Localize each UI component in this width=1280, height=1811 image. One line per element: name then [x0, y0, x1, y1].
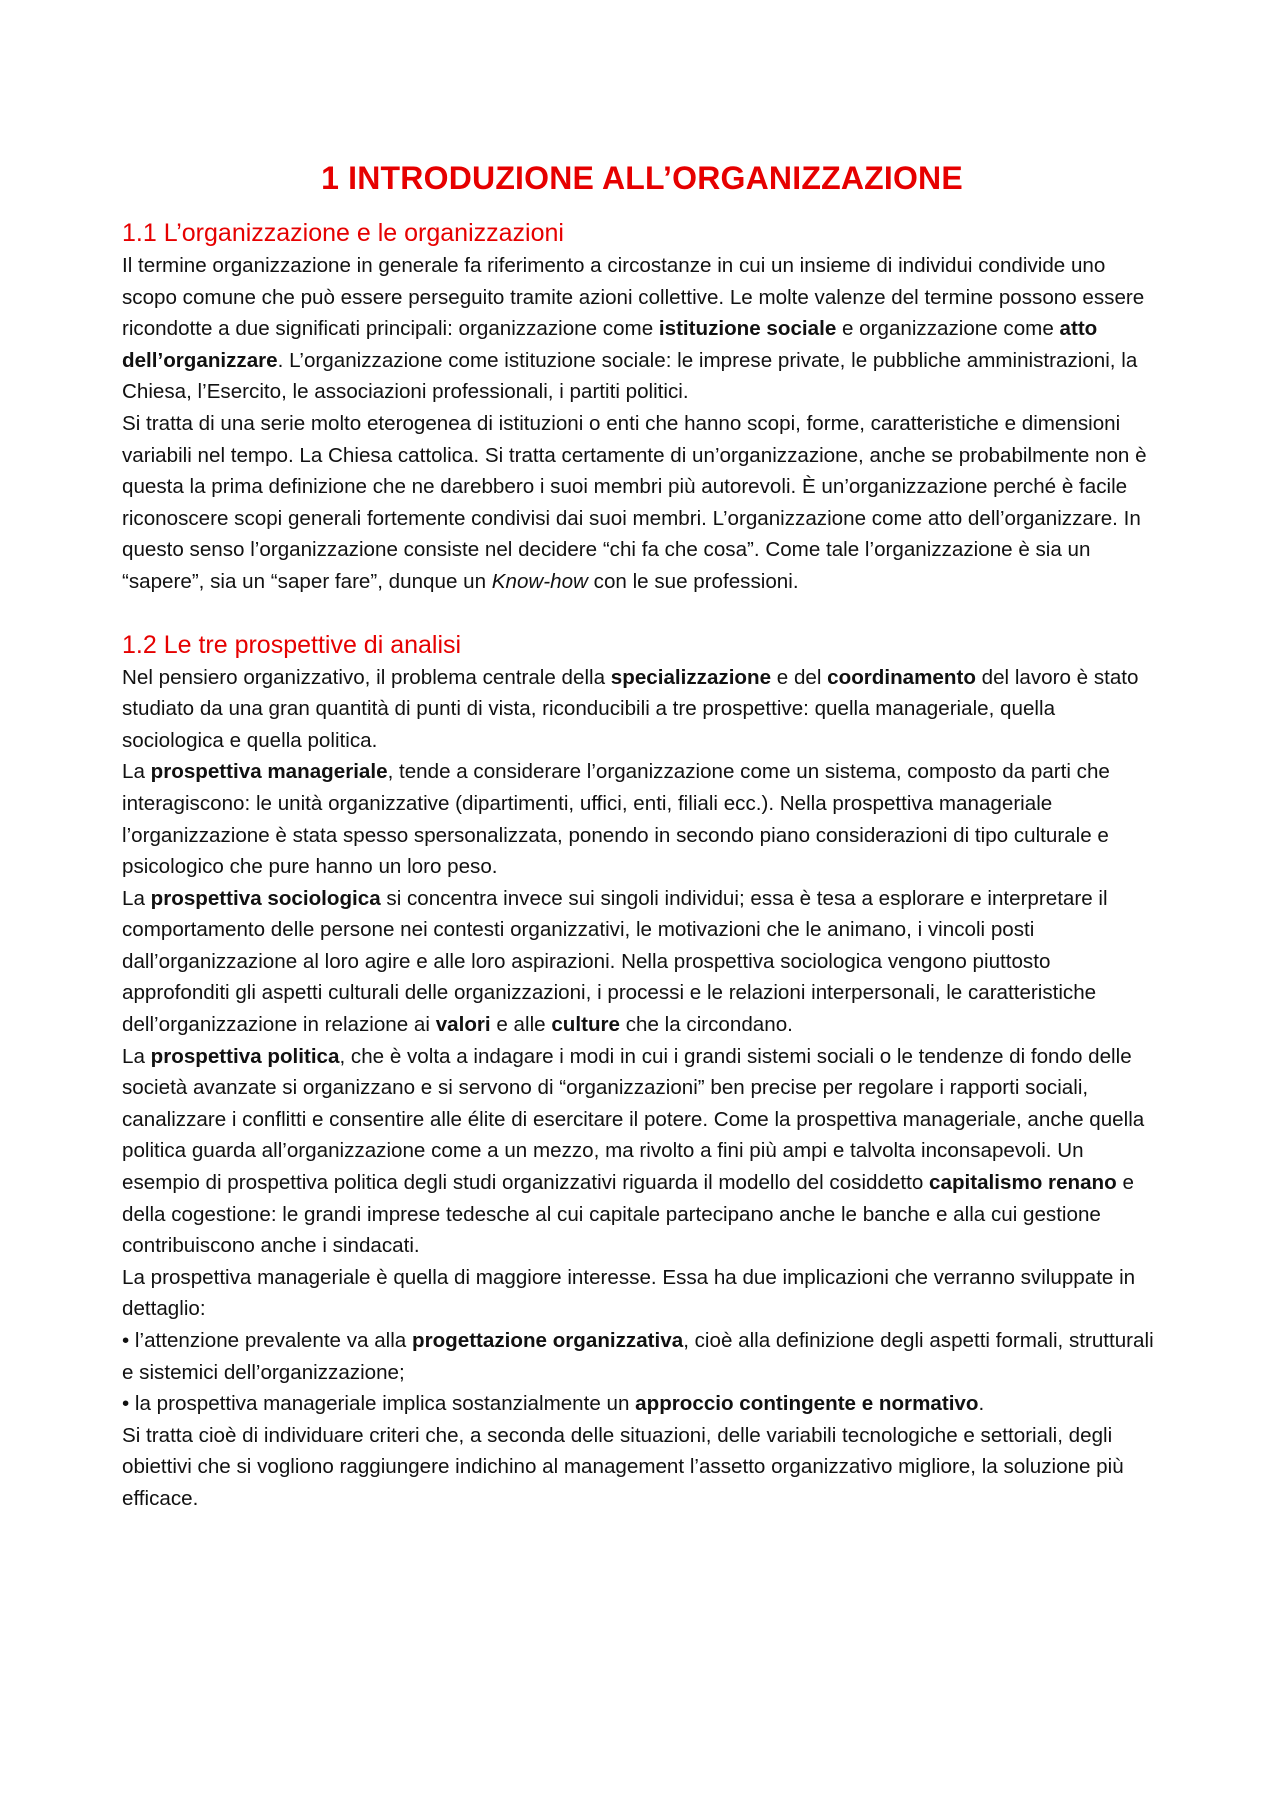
bold-term: istituzione sociale [658, 317, 837, 341]
text-run: Si tratta di una serie molto eterogenea di istituzioni o enti che hanno scopi, forme, caratteristiche e dimensioni variabili nel tempo. La Chiesa cattolica. Si tratta certamente di un’organizzazione, anche se probabilmente non è questa la prima definizione che ne darebbero i suoi membri più autorevoli. È un’organizzazione perché è facile riconoscere scopi generali fortemente condivisi dai suoi membri. L’organizzazione come atto dell’organizzare. In questo senso l’organizzazione consiste nel decidere “chi fa che cosa”. Come tale l’organizzazione è sia un “sapere”, sia un “saper fare”, dunque un [122, 411, 1147, 593]
text-run: • l’attenzione prevalente va alla [122, 1329, 412, 1352]
bold-term: atto dell’organizzare [122, 317, 1098, 372]
section-heading-1-1: 1.1 L’organizzazione e le organizzazioni [122, 219, 564, 247]
text-run: La [122, 760, 151, 784]
bullet-item [122, 1325, 1162, 1388]
paragraph [122, 1420, 1162, 1515]
bold-term: prospettiva manageriale [150, 760, 388, 784]
text-run: e della cogestione: le grandi imprese tedesche al cui capitale partecipano anche le banche e alla cui gestione contribuiscono anche i sindacati. [122, 1171, 1134, 1258]
text-run: . [978, 1392, 985, 1416]
bold-term: prospettiva politica [150, 1044, 340, 1068]
text-run: La [122, 1044, 151, 1068]
text-run: e alle [490, 1013, 552, 1037]
bold-term: progettazione organizzativa [411, 1329, 684, 1352]
text-run: e del [771, 665, 828, 689]
text-run: Nel pensiero organizzativo, il problema centrale della [122, 665, 611, 689]
text-run: • la prospettiva manageriale implica sostanzialmente un [122, 1392, 636, 1416]
paragraph [122, 250, 1162, 408]
paragraph [122, 1041, 1162, 1262]
paragraph [122, 883, 1162, 1041]
italic-term: Know-how [491, 569, 588, 593]
text-run: , tende a considerare l’organizzazione come un sistema, composto da parti che interagiscono: le unità organizzative (dipartimenti, uffici, enti, filiali ecc.). Nella prospettiva manageriale l’organizzazione è stata spesso spersonalizzata, ponendo in secondo piano considerazioni di tipo culturale e psicologico che pure hanno un loro peso. [122, 760, 1110, 879]
bold-term: specializzazione [610, 665, 772, 689]
paragraph [122, 408, 1162, 598]
bold-term: valori [435, 1013, 491, 1037]
text-run: Il termine organizzazione in generale fa riferimento a circostanze in cui un insieme di individui condivide uno scopo comune che può essere perseguito tramite azioni collettive. Le molte valenze del termine possono essere ricondotte a due significati principali: organizzazione come [122, 254, 1145, 341]
text-run: La [122, 886, 151, 910]
text-run: e organizzazione come [836, 317, 1060, 341]
text-run: , cioè alla definizione degli aspetti formali, strutturali e sistemici dell’organizzazione; [122, 1329, 1154, 1384]
paragraph [122, 756, 1162, 882]
text-run: si concentra invece sui singoli individui; essa è tesa a esplorare e interpretare il comportamento delle persone nei contesti organizzativi, le motivazioni che le animano, i vincoli posti dall’organizzazione al loro agire e alle loro aspirazioni. Nella prospettiva sociologica vengono piuttosto approfonditi gli aspetti culturali delle organizzazioni, i processi e le relazioni interpersonali, le caratteristiche dell’organizzazione in relazione ai [122, 886, 1108, 1037]
paragraph [122, 1262, 1162, 1325]
text-run: con le sue professioni. [587, 569, 799, 593]
bold-term: approccio contingente e normativo [635, 1392, 979, 1416]
text-run: . L’organizzazione come istituzione sociale: le imprese private, le pubbliche amministrazioni, la Chiesa, l’Esercito, le associazioni professionali, i partiti politici. [122, 348, 1138, 404]
bold-term: culture [551, 1013, 620, 1037]
text-run: La prospettiva manageriale è quella di maggiore interesse. Essa ha due implicazioni che verranno sviluppate in dettaglio: [122, 1265, 1136, 1321]
text-run: Si tratta cioè di individuare criteri che, a seconda delle situazioni, delle variabili tecnologiche e settoriali, degli obiettivi che si vogliono raggiungere indichino al management l’assetto organizzativo migliore, la soluzione più efficace. [122, 1423, 1124, 1510]
bold-term: prospettiva sociologica [150, 886, 381, 910]
text-run: che la circondano. [620, 1013, 793, 1037]
text-run: del lavoro è stato studiato da una gran quantità di punti di vista, riconducibili a tre prospettive: quella manageriale, quella sociologica e quella politica. [122, 665, 1139, 752]
bold-term: coordinamento [827, 665, 976, 689]
page-title: 1 INTRODUZIONE ALL’ORGANIZZAZIONE [321, 160, 963, 196]
document-page [122, 150, 1162, 1515]
paragraph [122, 662, 1162, 757]
bold-term: capitalismo renano [929, 1171, 1117, 1195]
bullet-item [122, 1388, 1162, 1420]
text-run: , che è volta a indagare i modi in cui i grandi sistemi sociali o le tendenze di fondo delle società avanzate si organizzano e si servono di “organizzazioni” ben precise per regolare i rapporti sociali, canalizzare i conflitti e consentire alle élite di esercitare il potere. Come la prospettiva manageriale, anche quella politica guarda all’organizzazione come a un mezzo, ma rivolto a fini più ampi e talvolta inconsapevoli. Un esempio di prospettiva politica degli studi organizzativi riguarda il modello del cosiddetto [122, 1044, 1145, 1195]
section-heading-1-2: 1.2 Le tre prospettive di analisi [122, 630, 462, 659]
